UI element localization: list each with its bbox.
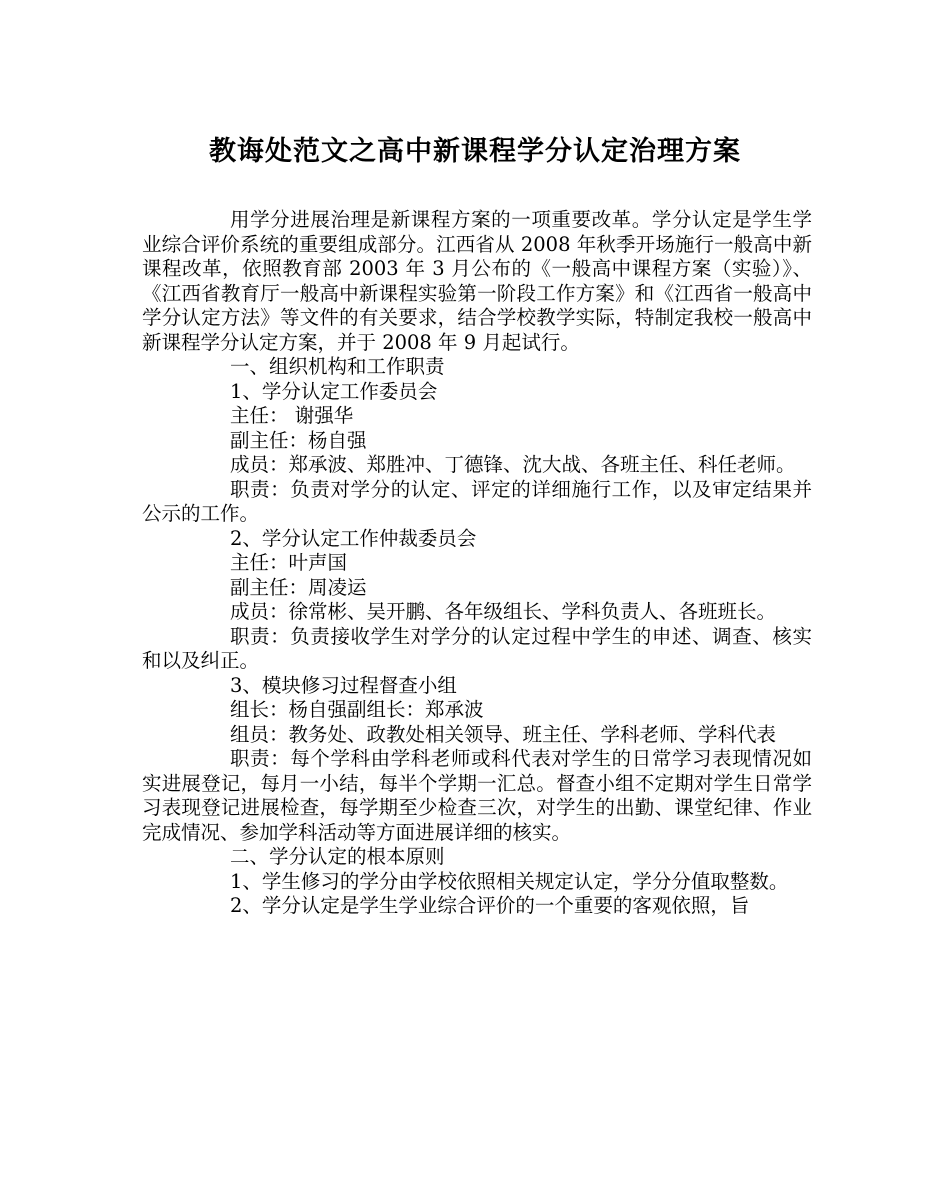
paragraph: 2、学分认定是学生学业综合评价的一个重要的客观依照，旨 bbox=[230, 894, 750, 917]
paragraph: 组长：杨自强副组长：郑承波 bbox=[230, 698, 484, 721]
document-title: 教诲处范文之高中新课程学分认定治理方案 bbox=[209, 136, 741, 167]
paragraph: 1、学生修习的学分由学校依照相关规定认定，学分分值取整数。 bbox=[230, 869, 789, 893]
paragraph: 职责：负责接收学生对学分的认定过程中学生的申述、调查、核实和以及纠正。 bbox=[142, 624, 812, 672]
paragraph: 副主任：杨自强 bbox=[230, 428, 367, 452]
document-body bbox=[142, 208, 812, 919]
paragraph: 组员：教务处、政教处相关领导、班主任、学科老师、学科代表 bbox=[230, 722, 777, 746]
section-heading: 二、学分认定的根本原则 bbox=[230, 845, 445, 868]
paragraph: 职责：负责对学分的认定、评定的详细施行工作，以及审定结果并公示的工作。 bbox=[142, 477, 812, 525]
paragraph: 职责：每个学科由学科老师或科代表对学生的日常学习表现情况如实进展登记，每月一小结，每半个学期一汇总。督查小组不定期对学生日常学习表现登记进展检查，每学期至少检查三次，对学生的出勤、课堂纪律、作业完成情况、参加学科活动等方面进展详细的核实。 bbox=[142, 747, 812, 844]
paragraph: 成员：郑承波、郑胜冲、丁德锋、沈大战、各班主任、科任老师。 bbox=[230, 453, 796, 476]
paragraph: 主任：叶声国 bbox=[230, 551, 348, 574]
section-heading: 一、组织机构和工作职责 bbox=[230, 355, 445, 378]
subsection-heading: 2、学分认定工作仲裁委员会 bbox=[230, 526, 477, 550]
subsection-heading: 3、模块修习过程督查小组 bbox=[230, 673, 457, 697]
paragraph: 主任： 谢强华 bbox=[230, 404, 354, 427]
intro-paragraph: 用学分进展治理是新课程方案的一项重要改革。学分认定是学生学业综合评价系统的重要组成部分。江西省从 2008 年秋季开场施行一般高中新课程改革，依照教育部 2003 年 3 月公布的《一般高中课程方案（实验）》、《江西省教育厅一般高中新课程实验第一阶段工作方案》和《江西省一般高中学分认定方法》等文件的有关要求，结合学校教学实际，特制定我校一般高中新课程学分认定方案，并于 2008 年 9 月起试行。 bbox=[142, 208, 812, 354]
paragraph: 成员：徐常彬、吴开鹏、各年级组长、学科负责人、各班班长。 bbox=[230, 600, 777, 623]
subsection-heading: 1、学分认定工作委员会 bbox=[230, 379, 438, 403]
paragraph: 副主任：周凌运 bbox=[230, 575, 367, 599]
